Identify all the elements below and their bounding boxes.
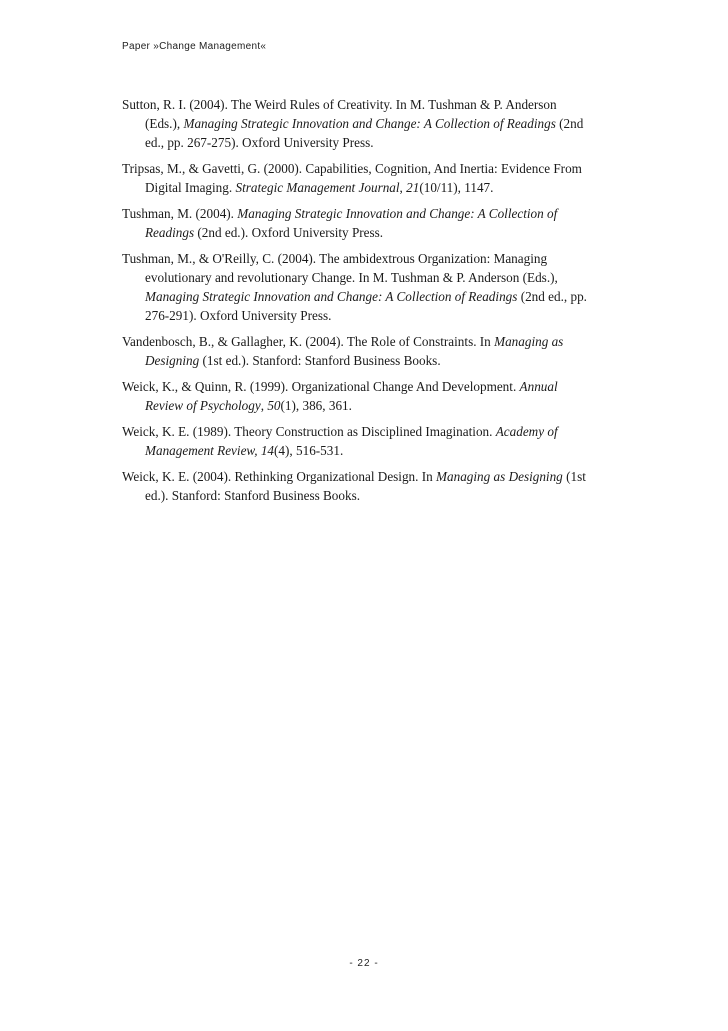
reference-text: Tushman, M., & O'Reilly, C. (2004). The ambidextrous Organization: Managing evolutionary and revolutionary Change. In M. Tushman & P. Anderson (Eds.), xyxy=(122,251,558,285)
reference-entry xyxy=(122,332,590,370)
reference-volume: 50 xyxy=(267,398,281,413)
reference-volume: 21 xyxy=(406,180,420,195)
page-number: - 22 - xyxy=(349,958,379,969)
reference-source-title: Managing Strategic Innovation and Change: A Collection of Readings xyxy=(183,116,556,131)
reference-source-title: Managing Strategic Innovation and Change: A Collection of Readings xyxy=(145,289,518,304)
reference-text: Tushman, M. (2004). xyxy=(122,206,238,221)
reference-text: (2nd ed.). Oxford University Press. xyxy=(194,225,384,240)
reference-text: (2nd ed., pp. 276-291). Oxford University Press. xyxy=(145,289,587,323)
reference-entry xyxy=(122,95,590,152)
reference-text: (1), 386, 361. xyxy=(280,398,352,413)
reference-text: Vandenbosch, B., & Gallagher, K. (2004). The Role of Constraints. In xyxy=(122,334,495,349)
reference-text: (10/11), 1147. xyxy=(419,180,494,195)
reference-list xyxy=(122,95,590,512)
reference-entry xyxy=(122,467,590,505)
reference-text: (4), 516-531. xyxy=(274,443,344,458)
reference-text: , xyxy=(399,180,407,195)
reference-source-title: Managing as Designing xyxy=(145,334,564,368)
reference-text: (1st ed.). Stanford: Stanford Business Books. xyxy=(145,469,586,503)
reference-source-title: Annual Review of Psychology xyxy=(145,379,558,413)
reference-entry xyxy=(122,204,590,242)
reference-text: Weick, K., & Quinn, R. (1999). Organizational Change And Development. xyxy=(122,379,520,394)
reference-text: , xyxy=(260,398,268,413)
reference-text: Sutton, R. I. (2004). The Weird Rules of Creativity. In M. Tushman & P. Anderson (Eds.), xyxy=(122,97,557,131)
reference-source-title: Academy of Management Review, 14 xyxy=(145,424,558,458)
reference-source-title: Strategic Management Journal xyxy=(235,180,400,195)
reference-text: Weick, K. E. (2004). Rethinking Organizational Design. In xyxy=(122,469,437,484)
reference-text: (2nd ed., pp. 267-275). Oxford University Press. xyxy=(145,116,584,150)
reference-entry xyxy=(122,377,590,415)
reference-entry xyxy=(122,249,590,325)
reference-entry xyxy=(122,159,590,197)
reference-text: Weick, K. E. (1989). Theory Construction as Disciplined Imagination. xyxy=(122,424,496,439)
reference-source-title: Managing Strategic Innovation and Change: A Collection of Readings xyxy=(145,206,558,240)
reference-text: Tripsas, M., & Gavetti, G. (2000). Capabilities, Cognition, And Inertia: Evidence From Digital Imaging. xyxy=(122,161,582,195)
page-header: Paper »Change Management« xyxy=(122,41,267,52)
reference-source-title: Managing as Designing xyxy=(436,469,563,484)
reference-entry xyxy=(122,422,590,460)
reference-text: (1st ed.). Stanford: Stanford Business Books. xyxy=(199,353,441,368)
